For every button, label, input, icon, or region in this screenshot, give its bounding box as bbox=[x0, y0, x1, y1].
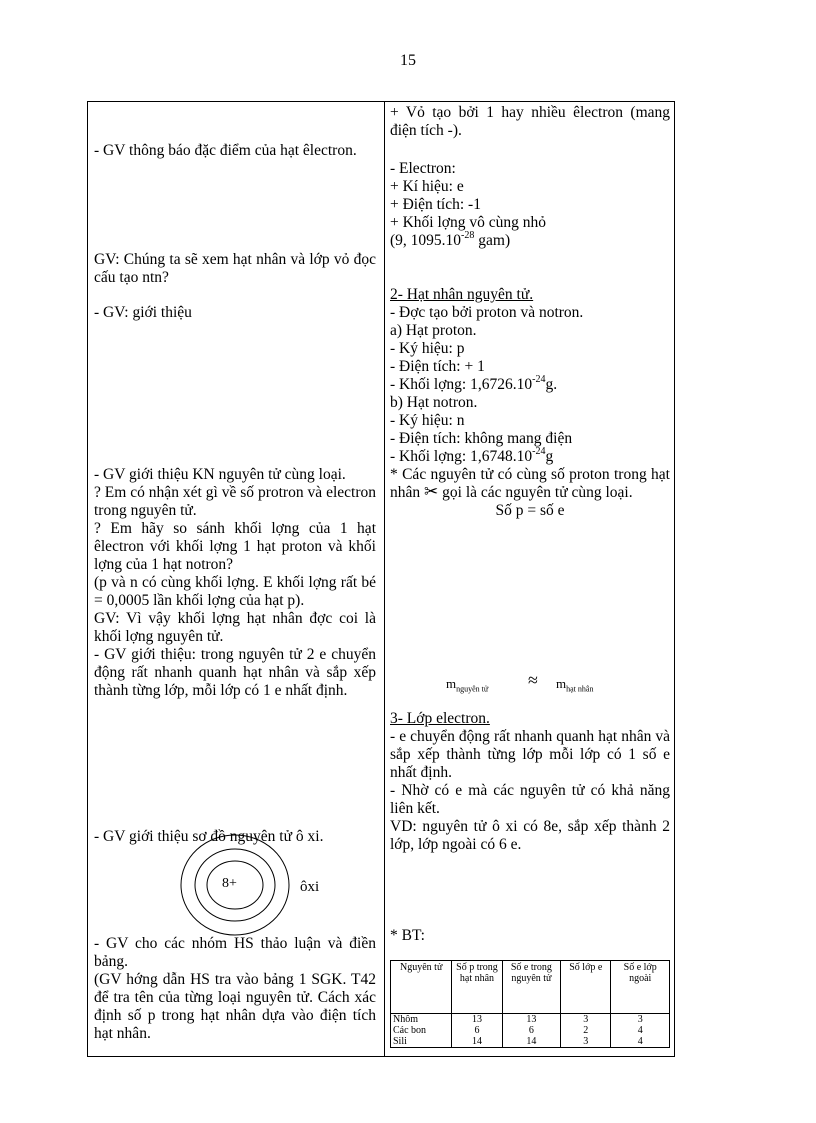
exercise-table bbox=[390, 960, 670, 1048]
table-cell: 6 bbox=[452, 1025, 502, 1036]
mass-approximation-formula bbox=[446, 672, 626, 696]
table-cell: 3 bbox=[561, 1014, 611, 1026]
neutron-symbol: - Ký hiệu: n bbox=[390, 412, 465, 429]
teacher-line: (p và n có cùng khối lợng. E khối lợng rất bé = 0,0005 lần khối lợng của hạt p). bbox=[94, 574, 376, 609]
proton-electron-equality: Số p = số e bbox=[495, 502, 565, 519]
shell-paragraph: VD: nguyên tử ô xi có 8e, sắp xếp thành 2 lớp, lớp ngoài có 6 e. bbox=[390, 818, 670, 853]
nucleus-intro: - Đợc tạo bởi proton và notron. bbox=[390, 304, 584, 321]
electron-mass-value: (9, $1095.10^{-28}$ gam) bbox=[390, 229, 511, 249]
atom-nucleus-charge: 8+ bbox=[222, 876, 237, 891]
teacher-line: ? Em có nhận xét gì về số protron và electron trong nguyên tử. bbox=[94, 484, 376, 519]
table-cell: 14 bbox=[502, 1036, 561, 1048]
atom-label: ôxi bbox=[300, 879, 320, 895]
table-cell: 13 bbox=[452, 1014, 502, 1026]
same-kind-definition: * Các nguyên tử có cùng số proton trong hạt nhân ✂ gọi là các nguyên tử cùng loại. bbox=[390, 466, 670, 501]
table-cell: 4 bbox=[611, 1025, 670, 1036]
table-cell: 14 bbox=[452, 1036, 502, 1048]
nucleus-heading: 2- Hạt nhân nguyên tử. bbox=[390, 286, 534, 303]
shell-intro: + Vỏ tạo bởi 1 hay nhiều êlectron (mang điện tích -). bbox=[390, 104, 670, 139]
atom-mass-symbol: $m_{nguyên tử}$ bbox=[446, 676, 489, 694]
proton-title: a) Hạt proton. bbox=[390, 322, 477, 339]
teacher-line: (GV hớng dẫn HS tra vào bảng 1 SGK. T42 để tra tên của từng loại nguyên tử. Cách xác định số p trong hạt nhân dựa vào điện tích hạt nhân. bbox=[94, 971, 376, 1042]
table-header: Số lớp e bbox=[561, 961, 611, 1014]
electron-symbol: + Kí hiệu: e bbox=[390, 178, 464, 195]
electron-title: - Electron: bbox=[390, 160, 456, 177]
table-cell: Nhôm bbox=[391, 1014, 452, 1026]
table-header: Số e lớp ngoài bbox=[611, 961, 670, 1014]
teacher-note-electron: - GV thông báo đặc điểm của hạt êlectron. bbox=[94, 142, 357, 159]
page-number: 15 bbox=[400, 52, 416, 69]
table-cell: Sili bbox=[391, 1036, 452, 1048]
teacher-note-block-4 bbox=[94, 466, 376, 700]
electron-charge: + Điện tích: -1 bbox=[390, 196, 481, 213]
table-cell: 4 bbox=[611, 1036, 670, 1048]
teacher-note-oxygen-diagram: - GV giới thiệu sơ đồ nguyên tử ô xi. bbox=[94, 828, 324, 845]
proton-mass: - Khối lợng: $1,6726.10^{-24}g$. bbox=[390, 373, 558, 393]
proton-charge: - Điện tích: + 1 bbox=[390, 358, 485, 375]
electron-mass: + Khối lợng vô cùng nhỏ bbox=[390, 214, 546, 231]
column-divider bbox=[384, 101, 385, 1057]
scissors-icon: ✂ bbox=[424, 482, 439, 501]
table-header: Số p trong hạt nhân bbox=[452, 961, 502, 1014]
teacher-line: - GV cho các nhóm HS thảo luận và điền bảng. bbox=[94, 935, 376, 970]
table-row bbox=[391, 1036, 670, 1048]
nucleus-mass-symbol: $m_{hạt nhân}$ bbox=[556, 676, 594, 694]
teacher-note-block-6 bbox=[94, 935, 376, 1043]
table-header: Số e trong nguyên tử bbox=[502, 961, 561, 1014]
neutron-title: b) Hạt notron. bbox=[390, 394, 478, 411]
teacher-line: - GV giới thiệu KN nguyên tử cùng loại. bbox=[94, 466, 346, 483]
table-cell: 3 bbox=[561, 1036, 611, 1048]
shell-heading: 3- Lớp electron. bbox=[390, 710, 490, 727]
teacher-line: ? Em hãy so sánh khối lợng của 1 hạt êlectron với khối lợng 1 hạt proton và khối lợng của 1 hạt notron? bbox=[94, 520, 376, 573]
neutron-charge: - Điện tích: không mang điện bbox=[390, 430, 573, 447]
shell-section bbox=[390, 710, 670, 854]
table-cell: Các bon bbox=[391, 1025, 452, 1036]
table-cell: 2 bbox=[561, 1025, 611, 1036]
approx-sign: ≈ bbox=[528, 670, 538, 690]
teacher-note-introduce: - GV: giới thiệu bbox=[94, 304, 192, 321]
nucleus-section bbox=[390, 286, 670, 520]
electron-section bbox=[390, 160, 670, 250]
table-row bbox=[391, 1025, 670, 1036]
teacher-note-structure: GV: Chúng ta sẽ xem hạt nhân và lớp vỏ đọc cấu tạo ntn? bbox=[94, 251, 376, 286]
neutron-mass: - Khối lợng: $1,6748.10^{-24}g$ bbox=[390, 445, 554, 465]
table-header: Nguyên tử bbox=[391, 961, 452, 1014]
teacher-line: GV: Vì vậy khối lợng hạt nhân đợc coi là khối lợng nguyên tử. bbox=[94, 610, 376, 645]
table-cell: 13 bbox=[502, 1014, 561, 1026]
table-cell: 6 bbox=[502, 1025, 561, 1036]
table-cell: 3 bbox=[611, 1014, 670, 1026]
shell-paragraph: - e chuyển động rất nhanh quanh hạt nhân và sắp xếp thành từng lớp mỗi lớp có 1 số e nhất định. bbox=[390, 728, 670, 781]
table-row bbox=[391, 1014, 670, 1026]
proton-symbol: - Ký hiệu: p bbox=[390, 340, 465, 357]
exercise-label: * BT: bbox=[390, 927, 425, 944]
table-header-row bbox=[391, 961, 670, 1014]
shell-paragraph: - Nhờ có e mà các nguyên tử có khả năng liên kết. bbox=[390, 782, 670, 817]
teacher-line: - GV giới thiệu: trong nguyên tử 2 e chuyển động rất nhanh quanh hạt nhân và sắp xếp thành từng lớp, mỗi lớp có 1 e nhất định. bbox=[94, 646, 376, 699]
